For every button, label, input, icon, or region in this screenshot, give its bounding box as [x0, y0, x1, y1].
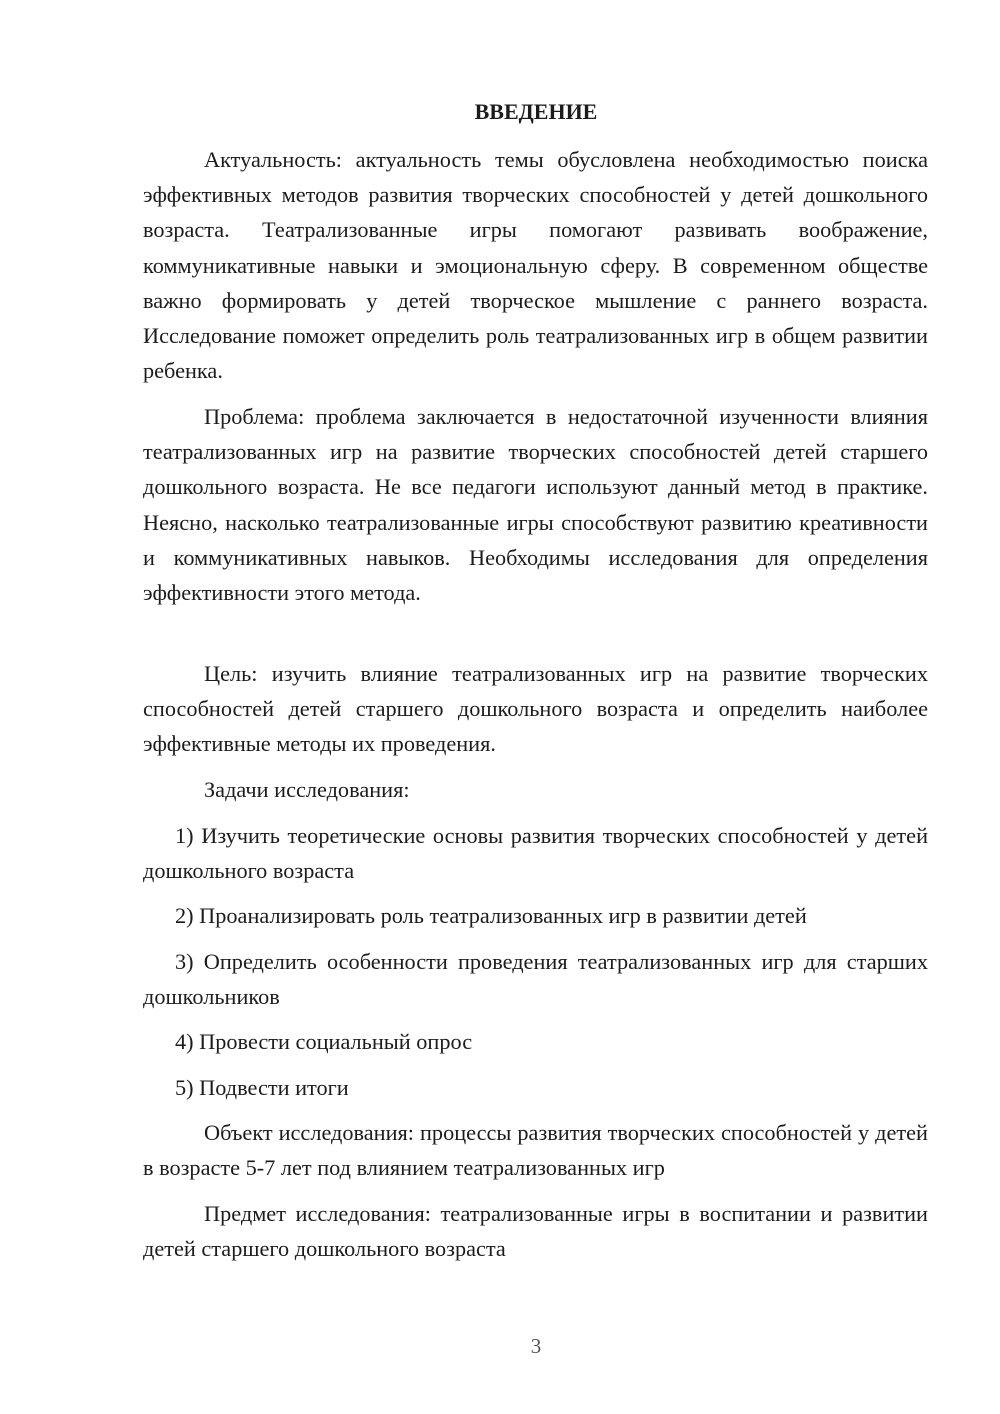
paragraph-object: Объект исследования: процессы развития творческих способностей у детей в возрасте 5-7 лет под влиянием театрализованных игр — [143, 1120, 928, 1181]
task-item-3: 3) Определить особенности проведения театрализованных игр для старших дошкольников — [143, 949, 928, 1010]
paragraph-goal: Цель: изучить влияние театрализованных игр на развитие творческих способностей детей старшего дошкольного возраста и определить наиболее эффективные методы их проведения. — [143, 661, 928, 757]
paragraph-subject: Предмет исследования: театрализованные игры в воспитании и развитии детей старшего дошкольного возраста — [143, 1201, 928, 1262]
task-item-5: 5) Подвести итоги — [175, 1075, 349, 1100]
paragraph-problem: Проблема: проблема заключается в недостаточной изученности влияния театрализованных игр на развитие творческих способностей детей старшего дошкольного возраста. Не все педагоги используют данный метод в практике. Неясно, насколько театрализованные игры способствуют развитию креативности и коммуникативных навыков. Необходимы исследования для определения эффективности этого метода. — [143, 404, 928, 606]
paragraph-relevance: Актуальность: актуальность темы обусловлена необходимостью поиска эффективных методов развития творческих способностей у детей дошкольного возраста. Театрализованные игры помогают развивать воображение, коммуникативные навыки и эмоциональную сферу. В современном обществе важно формировать у детей творческое мышление с раннего возраста. Исследование поможет определить роль театрализованных игр в общем развитии ребенка. — [143, 147, 928, 384]
task-item-1: 1) Изучить теоретические основы развития творческих способностей у детей дошкольного возраста — [143, 823, 928, 884]
task-item-4: 4) Провести социальный опрос — [175, 1029, 473, 1054]
task-item-2: 2) Проанализировать роль театрализованных игр в развитии детей — [175, 903, 807, 928]
page-number: 3 — [530, 1334, 542, 1358]
page-title: ВВЕДЕНИЕ — [474, 99, 598, 124]
tasks-heading: Задачи исследования: — [204, 777, 410, 802]
